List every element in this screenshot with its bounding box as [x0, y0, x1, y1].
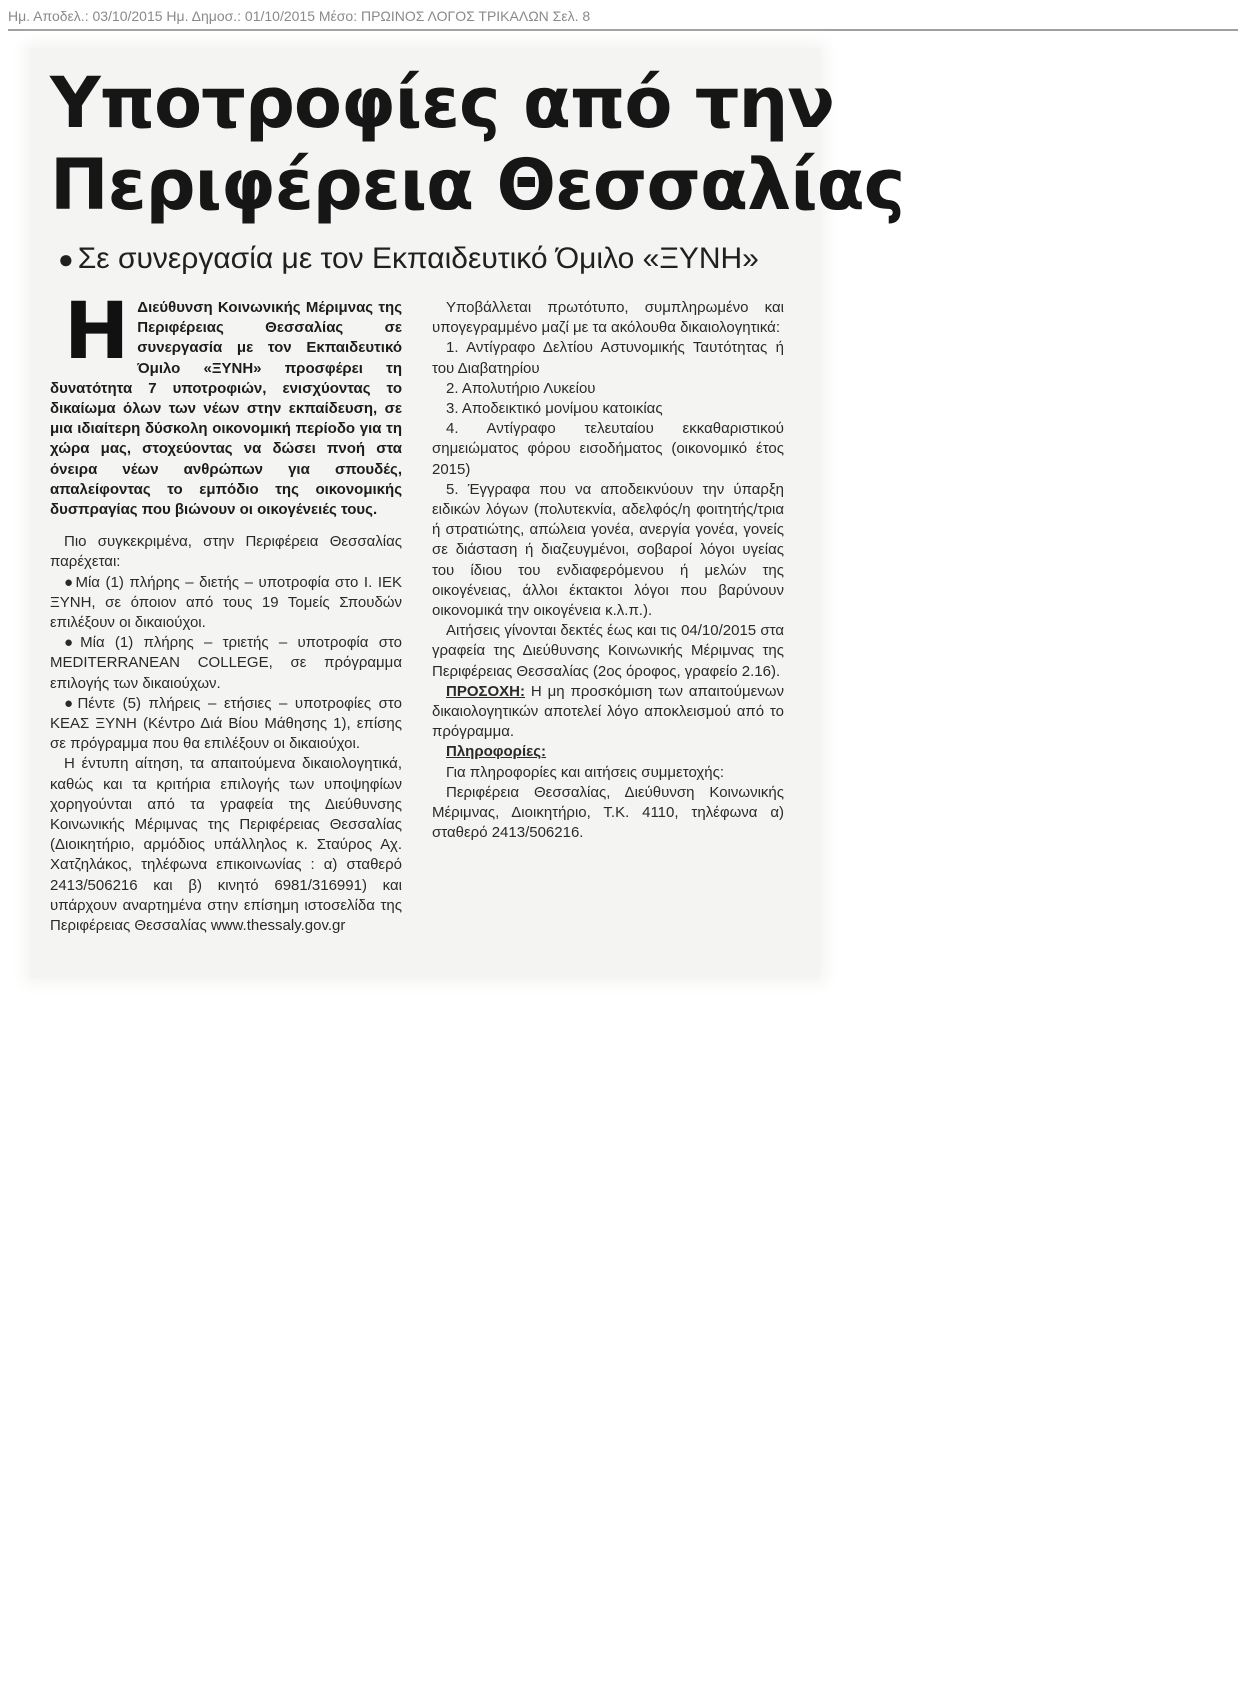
- document-item: 5. Έγγραφα που να αποδεικνύουν την ύπαρξη ειδικών λόγων (πολυτεκνία, αδελφός/η φοιτητής/τρια ή στρατιώτης, απώλεια γονέα, ανεργία γονέα, γονείς σε διάσταση ή διαζευγμένοι, σοβαροί λόγοι υγείας του ίδιου του ενδιαφερόμενου ή μελών της οικογένειας, άλλοι έκτακτοι λόγοι που βαρύνουν οικονομικά την οικογένεια κ.λ.π.).: [432, 480, 784, 620]
- article-subtitle: [58, 242, 808, 276]
- attention-label: ΠΡΟΣΟΧΗ:: [446, 682, 526, 700]
- clipping-meta-header: Ημ. Αποδελ.: 03/10/2015 Ημ. Δημοσ.: 01/10/2015 Μέσο: ΠΡΩΙΝΟΣ ΛΟΓΟΣ ΤΡΙΚΑΛΩΝ Σελ. 8: [8, 8, 591, 24]
- intro-paragraph: Πιο συγκεκριμένα, στην Περιφέρεια Θεσσαλίας παρέχεται:: [50, 533, 402, 571]
- drop-cap: Η: [64, 287, 130, 377]
- lead-text: Διεύθυνση Κοινωνικής Μέριμνας της Περιφέρειας Θεσσαλίας σε συνεργασία με τον Εκπαιδευτικό Όμιλο «ΞΥΝΗ» προσφέρει τη δυνατότητα 7 υποτροφιών, ενισχύοντας το δικαίωμα όλων των νέων στην εκπαίδευση, σε μια ιδιαίτερη δύσκολη οικονομική περίοδο για τη χώρα μας, στοχεύοντας να δώσει πνοή στα όνειρα νέων ανθρώπων για σπουδές, απαλείφοντας το εμπόδιο της οικονομικής δυσπραγίας που βιώνουν οι οικογένειές τους.: [50, 299, 402, 519]
- lead-paragraph: [50, 287, 402, 520]
- column-right: [432, 298, 784, 843]
- document-item: 2. Απολυτήριο Λυκείου: [446, 379, 596, 397]
- scholarship-item: ●Μία (1) πλήρης – διετής – υποτροφία στο Ι. ΙΕΚ ΞΥΝΗ, σε όποιον από τους 19 Τομείς Σπουδών επιλέξουν οι δικαιούχοι.: [50, 573, 402, 632]
- headline-line-1: Υποτροφίες από την: [50, 62, 834, 144]
- info-line-2: Περιφέρεια Θεσσαλίας, Διεύθυνση Κοινωνικής Μέριμνας, Διοικητήριο, Τ.Κ. 4110, τηλέφωνα α) σταθερό 2413/506216.: [432, 783, 784, 842]
- bullet-icon: ●: [58, 244, 74, 274]
- document-item: 3. Αποδεικτικό μονίμου κατοικίας: [446, 400, 663, 418]
- document-item: 4. Αντίγραφο τελευταίου εκκαθαριστικού σημειώματος φόρου εισοδήματος (οικονομικό έτος 2015): [432, 420, 784, 478]
- column-left: [50, 287, 403, 936]
- document-item: 1. Αντίγραφο Δελτίου Αστυνομικής Ταυτότητας ή του Διαβατηρίου: [432, 339, 784, 377]
- bullet-icon: ●: [64, 634, 80, 652]
- info-label: Πληροφορίες:: [446, 743, 547, 761]
- attention-paragraph: [432, 682, 784, 743]
- info-line-1: Για πληροφορίες και αιτήσεις συμμετοχής:: [446, 763, 725, 781]
- deadline-paragraph: Αιτήσεις γίνονται δεκτές έως και τις 04/10/2015 στα γραφεία της Διεύθυνσης Κοινωνικής Μέριμνας της Περιφέρειας Θεσσαλίας (2ος όροφος, γραφείο 2.16).: [432, 622, 784, 680]
- bullet-icon: ●: [64, 573, 75, 591]
- submission-paragraph: Υποβάλλεται πρωτότυπο, συμπληρωμένο και υπογεγραμμένο μαζί με τα ακόλουθα δικαιολογητικά:: [432, 299, 784, 337]
- application-paragraph: Η έντυπη αίτηση, τα απαιτούμενα δικαιολογητικά, καθώς και τα κριτήρια επιλογής των υποψηφίων χορηγούνται από τα γραφεία της Διεύθυνσης Κοινωνικής Μέριμνας της Περιφέρειας Θεσσαλίας (Διοικητήριο, αρμόδιος υπάλληλος κ. Σταύρος Αχ. Χατζηλάκος, τηλέφωνα επικοινωνίας : α) σταθερό 2413/506216 και β) κινητό 6981/316991) και υπάρχουν αναρτημένα στην επίσημη ιστοσελίδα της Περιφέρειας Θεσσαλίας www.thessaly.gov.gr: [50, 755, 402, 935]
- headline-line-2: Περιφέρεια Θεσσαλίας: [50, 144, 905, 226]
- header-divider: [8, 29, 1238, 31]
- subtitle-text: Σε συνεργασία με τον Εκπαιδευτικό Όμιλο «ΞΥΝΗ»: [77, 242, 759, 275]
- attention-text: Η μη προσκόμιση των απαιτούμενων δικαιολογητικών αποτελεί λόγο αποκλεισμού από το πρόγραμμα.: [432, 682, 784, 741]
- info-heading: [432, 742, 784, 762]
- scholarship-item: ●Πέντε (5) πλήρεις – ετήσιες – υποτροφίες στο ΚΕΑΣ ΞΥΝΗ (Κέντρο Διά Βίου Μάθησης 1), επίσης σε πρόγραμμα που θα επιλέξουν οι δικαιούχοι.: [50, 694, 402, 753]
- bullet-icon: ●: [64, 694, 77, 712]
- article-headline: [50, 62, 905, 226]
- scholarship-item: ●Μία (1) πλήρης – τριετής – υποτροφία στο MEDITERRANEAN COLLEGE, σε πρόγραμμα επιλογής των δικαιούχων.: [50, 634, 403, 692]
